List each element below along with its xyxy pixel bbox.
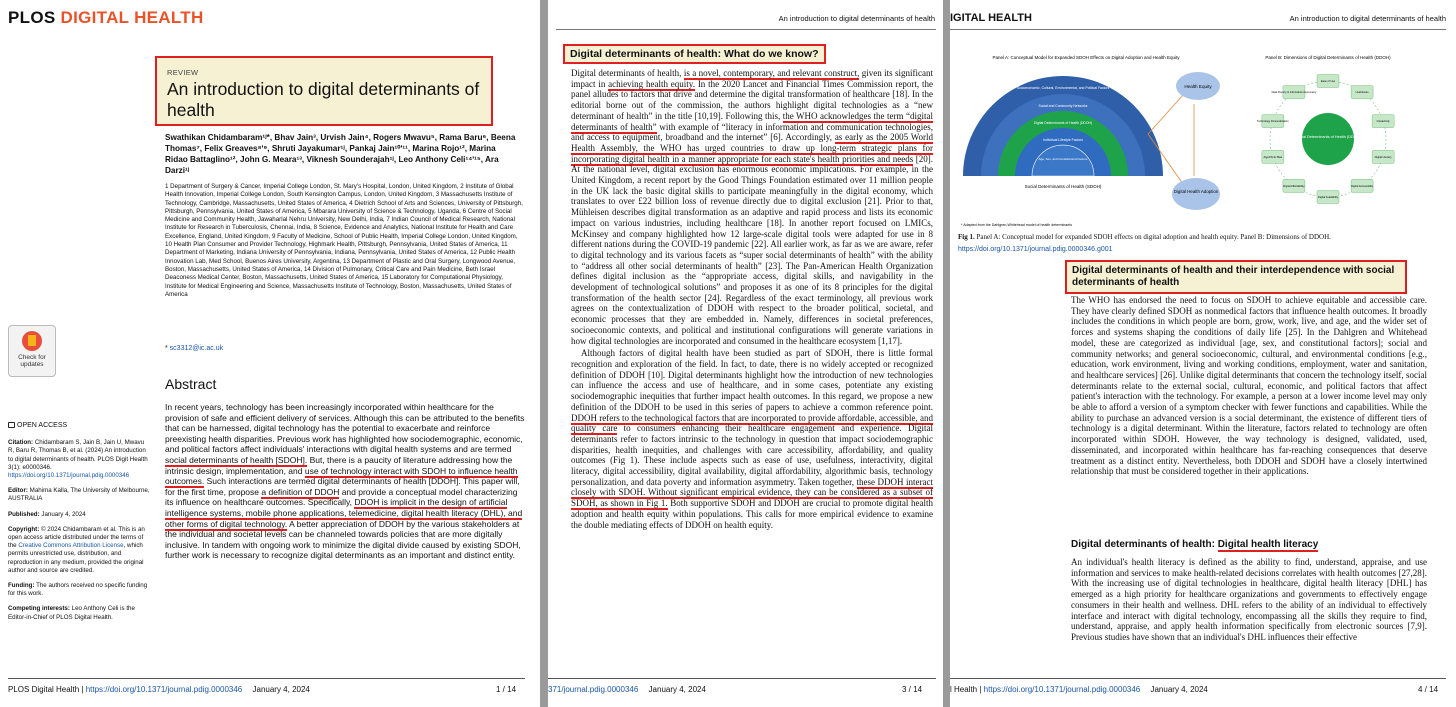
footer-rule xyxy=(950,678,1446,679)
digital-adoption-node xyxy=(1172,178,1220,210)
abstract-underline-3: a definition of DDOH xyxy=(261,486,340,497)
license-link[interactable]: Creative Commons Attribution License xyxy=(18,542,124,550)
page-4 xyxy=(950,0,1456,707)
lock-open-icon xyxy=(8,422,15,428)
section-2-body xyxy=(1071,557,1427,673)
journal-brand-partial: IGITAL HEALTH xyxy=(950,12,1032,24)
footer-doi-link[interactable]: https://doi.org/10.1371/journal.pdig.0000346 xyxy=(983,685,1141,694)
section-2-heading-b: Digital health literacy xyxy=(1217,539,1319,550)
article-title: An introduction to digital determinants of health xyxy=(167,79,480,120)
editor-label: Editor: xyxy=(8,487,28,495)
dimension-label: Digital Affordability xyxy=(1283,184,1305,188)
open-access-label: OPEN ACCESS xyxy=(17,422,68,429)
abstract-part-1: In recent years, technology has been increasingly incorporated within healthcare for the provision of safe and efficient delivery of services. Although this can be attributed to the benefits that can be harnessed, digital technology has the potential to exacerbate and reinforce preexisting health disparities. Previous work has highlighted how sociodemographic, economic, and political factors affect individuals' interactions with digital health systems and are termed xyxy=(165,402,525,455)
brand-plos: PLOS xyxy=(8,8,56,27)
dimension-label: Interactivity xyxy=(1376,120,1390,124)
abstract-part-3: Such interactions are termed digital determinants of health [DDOH]. This paper will, for the first time, propose xyxy=(165,476,520,497)
title-box xyxy=(155,56,493,126)
affiliations: 1 Department of Surgery & Cancer, Imperial College London, St. Mary's Hospital, London, United Kingdom, 2 Institute of Global Health Innovation, Imperial College London, South Kensington Campus, London, United Kingdom, 3 Massachusetts Institute of Technology, Cambridge, Massachusetts, United States of America, 4 Dietrich School of Arts and Sciences, University of Pittsburgh, Pittsburgh, Pennsylvania, United States of America, 5 Mbarara University of Science & Technology, Uganda, 6 Centre of Social Medicine and Community Health, Jawaharlal Nehru University, New Delhi, India, 7 Indian Council of Medical Research, National Institute for Research in Tuberculosis, Chennai, India, 8 Science, Evidence and Analytics, National Institute for Health and Care Excellence, England, United Kingdom, 9 Faculty of Medicine, School of Public Health, Imperial College London, United Kingdom, 10 Health Plan Consumer and Provider Technology, Highmark Health, Pittsburgh, Pennsylvania, United States of America, 11 Department of Marketing, Indiana University of Pennsylvania, Indiana, Pennsylvania, United States of America, 12 Public Health Innovation Lab, Med School, Buenos Aires University, Argentina, 13 Department of Plastic and Oral Surgery, Longwood Avenue, Boston, Massachusetts, United States of America, 14 Division of Pulmonary, Critical Care and Pain Medicine, Beth Israel Deaconess Medical Center, Boston, Massachusetts, United States of America, 15 Laboratory for Computational Physiology, Institute for Medical Engineering and Science, Massachusetts Institute of Technology, Boston, Massachusetts, United States of America xyxy=(165,183,523,298)
editor xyxy=(8,487,152,503)
competing-interests xyxy=(8,605,152,621)
dimension-label: Algorithmic Bias xyxy=(1263,155,1283,159)
footer-date: January 4, 2024 xyxy=(648,685,706,694)
dimension-label: Technology Personalization xyxy=(1257,120,1289,124)
p1-underline-3: the WHO acknowledges the term “digital determinants of health” xyxy=(571,110,933,132)
brand-journal: DIGITAL HEALTH xyxy=(60,8,204,27)
footer-page-number: 4 / 14 xyxy=(1418,685,1439,694)
published-date: January 4, 2024 xyxy=(41,510,86,518)
footer-journal: PLOS Digital Health | xyxy=(8,685,84,694)
figure-1 xyxy=(958,44,1444,230)
section-heading: Digital determinants of health: What do we know? xyxy=(563,44,826,64)
p2-text-c: Both supportive SDOH and DDOH are crucial to promote digital health adoption and health equity within populations. This calls for more empirical evidence to examine the double mediating effects of DDOH on health equity. xyxy=(571,498,933,530)
abstract-part-4: and provide a conceptual model characterizing its influence on healthcare outcomes. Specifically, xyxy=(165,486,518,508)
citation-doi-link[interactable]: https://doi.org/10.1371/journal.pdig.0000346 xyxy=(8,472,130,480)
funding xyxy=(8,582,152,598)
caption-label: Fig 1. xyxy=(958,233,975,241)
abstract-underline-1: social determinants of health [SDOH]. xyxy=(165,454,308,465)
p2-underline-2: these DDOH interact closely with SDOH. Without significant empirical evidence, they can be considered as a subset of SDOH, as shown in Fig 1. xyxy=(571,476,933,509)
published-label: Published: xyxy=(8,510,40,518)
citation-text: Chidambaram S, Jain B, Jain U, Mwavu R, Baru R, Thomas B, et al. (2024) An introduction to digital determinants of health. PLOS Digit Health 3(1): e0000346. xyxy=(8,439,148,471)
abstract-underline-2: use of technology interact with SDOH to influence health outcomes. xyxy=(165,465,518,487)
page-1 xyxy=(0,0,540,707)
dimension-label: Data Poverty & Information Asymmetry xyxy=(1271,91,1317,95)
footer xyxy=(548,685,706,694)
corresponding-email[interactable]: * sc3312@ic.ac.uk xyxy=(165,345,224,352)
page-3 xyxy=(548,0,943,707)
health-equity-label: Health Equity xyxy=(1184,84,1212,89)
competing-label: Competing interests: xyxy=(8,605,70,613)
competing-text: Leo Anthony Celi is the Editor-in-Chief of PLOS Digital Health. xyxy=(8,605,135,621)
dimension-label: Digital Availability xyxy=(1318,196,1338,199)
article-info-sidebar xyxy=(8,422,152,629)
check-updates-line1: Check for xyxy=(18,354,46,361)
arc-label-1: Socioeconomic, Cultural, Environmental, and Political Factors xyxy=(1016,86,1110,90)
figure-caption xyxy=(958,233,1331,241)
p1-text-a: Digital determinants of health, xyxy=(571,68,682,78)
footer-date: January 4, 2024 xyxy=(1150,685,1208,694)
digital-adoption-label: Digital Health Adoption xyxy=(1173,189,1219,194)
section-1-paragraph: The WHO has endorsed the need to focus on SDOH to achieve equitable and accessible care. They have clearly defined SDOH as nonmedical factors that influence health outcomes. It broadly includes the conditions in which people are born, grow, work, live, and age, and the wider set of forces and systems shaping the conditions of daily life [25]. In the Dahlgren and Whitehead model, these are categorized as individual [age, sex, and constitutional factors]; social and community networks; and general socioeconomic, cultural, and environmental conditions [e.g., education, work environment, living and working conditions, employment, water and sanitation, and healthcare services] [26]. Unlike digital determinants that concern the technology itself, social determinants relate to the external social, cultural, economic, and political factors that affect patient's interaction with the technology. For example, a person at a lower income level may only be able to afford a version of a symptom checker with fewer functions and capabilities. While the ability to purchase an advanced version is a social determinant, the existence of different tiers of technology is a digital determinant. Within the literature, factors related to technology are often incorporated within SDOH. However, the way technology is designed, validated, used, disseminated, and incorporated within healthcare has far-reaching consequences that deserve treatment as a distinct entity. Nevertheless, both DDOH and SDOH have a closely intertwined relationship that must be considered together in their applications. xyxy=(1071,295,1427,477)
copyright-text: © 2024 Chidambaram et al. This is an open access article distributed under the terms of the xyxy=(8,525,145,550)
footer-rule xyxy=(548,678,936,679)
arc-label-3: Digital Determinants of Health (DDOH) xyxy=(1033,121,1093,125)
funding-label: Funding: xyxy=(8,582,35,590)
abstract-underline-4: DDOH is implicit in the design of artificial intelligence systems, mobile phone applications, telemedicine, digital health literacy (DHL), and other forms of digital technology. xyxy=(165,497,523,529)
abstract-part-5: A better appreciation of DDOH by the various stakeholders at the individual and societal levels can be channeled towards policies that are more digitally inclusive. In tandem with ongoing work to minimize the digital divide caused by existing SDOH, further work is necessary to recognize digital determinants as an important and distinct entity. xyxy=(165,518,521,561)
footer-rule xyxy=(8,678,525,679)
caption-text: Panel A: Conceptual model for expanded SDOH effects on digital adoption and health equity. Panel B: Dimensions of DDOH. xyxy=(976,233,1331,241)
footer-page-number: 3 / 14 xyxy=(902,685,923,694)
section-1-body xyxy=(1071,295,1427,477)
footer-date: January 4, 2024 xyxy=(252,685,310,694)
citation-label: Citation: xyxy=(8,439,34,447)
footer xyxy=(950,685,1208,694)
sdoh-label: Social Determinants of Health (SDOH) xyxy=(1024,184,1102,189)
dimension-label: Usefulness xyxy=(1355,91,1369,95)
footer-doi-link[interactable]: https://doi.org/10.1371/journal.pdig.0000346 xyxy=(85,685,243,694)
panel-b-title: Panel B: Dimensions of Digital Determinants of Health (DDOH) xyxy=(1265,55,1391,60)
panel-a-title: Panel A: Conceptual Model for Expanded SDOH Effects on Digital Adoption and Health Equity xyxy=(992,55,1180,60)
ddoh-center-node xyxy=(1302,113,1354,165)
copyright-rest: , which permits unrestricted use, distribution, and reproduction in any medium, provided the original author and source are credited. xyxy=(8,542,144,574)
paragraph-2 xyxy=(571,348,933,530)
footer-journal: l Health | xyxy=(950,685,982,694)
arc-label-5: Age, Sex, and Constitutional Factors xyxy=(1038,157,1088,161)
abstract-body xyxy=(165,402,525,561)
p1-text-c: In the 2020 Lancet and Financial Times Commission report, the panel alludes to factors that drive and determine the digital transformation of healthcare [18]. In the editorial borne out of the commission, the authors highlight digital technologies as a “new determinant of health” in the title [10,19]. Following this, xyxy=(571,78,933,121)
p2-text-a: Although factors of digital health have been studied as part of SDOH, there is little formal recognition and exploration of the field. In fact, to date, there is no widely accepted or recognized definition of DDOH [10]. Digital determinants highlight how the introduction of new technologies can influence the access and use of healthcare, and in some cases, potentiate any existing sociodemographic inequities that further impact health outcomes. In this regard, we propose a new definition of the DDOH to be used in this series of papers to achieve a common reference point. xyxy=(571,348,933,412)
p2-text-b: to consumers enhancing their healthcare engagement and experience. Digital determinants refer to factors intrinsic to the technology in question that impact sociodemographic disparities, health inequities, and challenges with care accessibility, affordability, and quality outcomes (Fig 1). These include aspects such as ease of use, usefulness, interactivity, digital literacy, digital accessibility, digital availability, digital affordability, algorithmic basis, technology personalization, and data poverty and information asymmetry. Taken together, xyxy=(571,423,933,487)
funding-text: The authors received no specific funding for this work. xyxy=(8,582,148,598)
p1-underline-4: as early as the 2005 World Health Assembly, the WHO has urged countries to draw up long-term strategic plans for incorporating digital health in a manner appropriate for each state's health priorities and needs xyxy=(571,132,933,164)
section-heading-2 xyxy=(1071,539,1318,550)
figure-note: * Adapted from the Dahlgren-Whitehead model of health determinants xyxy=(961,223,1073,227)
journal-brand xyxy=(8,8,204,28)
arc-label-4: Individual Lifestyle Factors xyxy=(1043,138,1083,142)
email-link[interactable]: sc3312@ic.ac.uk xyxy=(169,345,224,352)
section-2-paragraph: An individual's health literacy is defined as the ability to find, understand, appraise, and use information and services to make health-related decisions correlates with health outcomes [27,28]. With the increasing use of digital technologies in healthcare, digital health literacy [DHL] has emerged as a high priority for healthcare organizations and governments to effectively engage consumers in their health and wellness. DHL refers to the ability of an individual to effectively interface and interact with digital technology, encompassing all the skills they require to find, understand, appraise, and apply health information specifically from electronic sources [7,9]. Previous studies have shown that an individual's DHL influences their effective xyxy=(1071,557,1427,642)
section-heading-1: Digital determinants of health and their interdependence with social determinants of health xyxy=(1065,260,1407,294)
p1-underline-2: achieving health equity. xyxy=(608,78,695,89)
editor-text: Mahima Kalla, The University of Melbourne, AUSTRALIA xyxy=(8,487,150,503)
check-for-updates-button[interactable] xyxy=(8,325,56,377)
citation xyxy=(8,439,152,480)
abstract-part-2: But, there is a paucity of literature addressing how the intrinsic design, implementation, and xyxy=(165,454,513,476)
abstract-heading: Abstract xyxy=(165,376,217,392)
header-rule xyxy=(950,29,1446,30)
p1-text-b: given its significant impact in xyxy=(571,68,933,89)
p2-underline-1: DDOH refers to the technological factors that are incorporated to provide affordable, accessible, and quality care xyxy=(571,412,933,434)
p1-text-e: [20]. At the national level, digital exclusion has enormous economic implications. For example, in the United Kingdom, a recent report by the Good Things Foundation estimated over 11 million people in the UK lack the basic digital skills to participate meaningfully in the digital economy, which translates to over £22 billion loss of revenue directly due to digital exclusion [21]. Prior to that, Mühleisen describes digital transformation as an adaptive and rapid process and lists its economic impact on various industries, including healthcare [18]. In another report focused on LMICs, McKinsey and company highlighted how 12 large-scale digital tools were adapted for use in 8 different nations during the COVID-19 pandemic [22]. All earlier work, as far as we are aware, refer to digital technology and its various facets as “super social determinants of health” with the ability to “address all other social determinants of health” [23]. The Pan-American Health Organization defines digital inclusion as the “appropriate access, digital skills, and navigability in the development of technological solutions” and proposes it as one of its 8 principles for the digital transformation of the health sector [24]. Regardless of the exact terminology, all previous work agrees on the contextualization of DDOH with respect to the broader political, societal, and economic processes that they are embedded in. Namely, differences in societal preferences, socioeconomic contexts, and political and institutional configurations will generate variations in how digital technologies are incorporated and consumed in the healthcare ecosystem [1,17]. xyxy=(571,153,933,346)
check-updates-line2: updates xyxy=(20,361,44,368)
article-type: REVIEW xyxy=(167,68,199,77)
footer xyxy=(8,685,310,694)
ddoh-center-label: Digital Determinants of Health (DDOH) xyxy=(1295,135,1361,139)
footer-page-number: 1 / 14 xyxy=(496,685,517,694)
dimension-label: Digital Accessibility xyxy=(1351,184,1374,188)
running-head: An introduction to digital determinants of health xyxy=(1289,14,1446,23)
arc-label-2: Social and Community Networks xyxy=(1038,104,1088,108)
copyright-label: Copyright: xyxy=(8,525,40,533)
running-head: An introduction to digital determinants of health xyxy=(778,14,935,23)
published xyxy=(8,511,152,519)
p1-underline-1: is a novel, contemporary, and relevant construct, xyxy=(683,68,860,78)
dimension-label: Digital Literacy xyxy=(1374,155,1392,159)
author-list: Swathikan Chidambaram¹ʲ*, Bhav Jain³, Urvish Jain⁴, Rogers Mwavu⁵, Rama Baru⁶, Beena Thomas⁷, Felix Greaves⁸ʹ⁹, Shruti Jayakumar¹ʲ, Pankaj Jain¹⁰ʹ¹¹, Marina Rojo¹², Marina Ridao Battaglino¹², John G. Meara¹³, Viknesh Sounderajah¹ʲ, Leo Anthony Celi¹⁴ʹ¹⁵, Ara Darzi¹ʲ xyxy=(165,133,516,175)
footer-doi-link[interactable]: 371/journal.pdig.0000346 xyxy=(548,685,639,694)
p1-text-d: with example of “literacy in information and communication technologies, and access to equipment, broadband and the internet” [6]. Accordingly, xyxy=(571,121,933,143)
bookmark-icon xyxy=(22,331,42,351)
figure-doi-link[interactable]: https://doi.org/10.1371/journal.pdig.0000346.g001 xyxy=(958,246,1113,253)
header-rule xyxy=(556,29,936,30)
open-access xyxy=(8,422,152,430)
section-body xyxy=(571,68,933,668)
copyright xyxy=(8,526,152,575)
dimension-label: Ease of Use xyxy=(1320,80,1336,83)
paragraph-1 xyxy=(571,68,933,346)
section-2-heading-a: Digital determinants of health: xyxy=(1071,539,1218,550)
